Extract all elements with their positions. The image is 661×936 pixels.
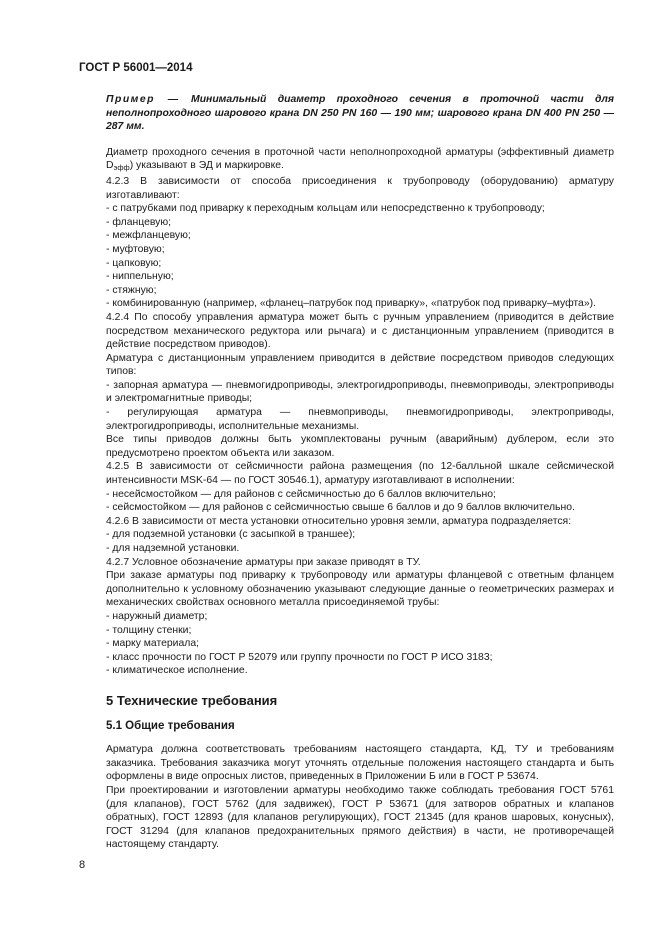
paragraph-4-2-4-c: Все типы приводов должны быть укомплектованы ручным (аварийным) дублером, если это предусмотрено проектом объекта или заказом.: [106, 434, 614, 459]
list-item: - с патрубками под приварку к переходным кольцам или непосредственно к трубопроводу;: [106, 203, 545, 215]
example-text: Минимальный диаметр проходного сечения в проточной части для неполнопроходного шарового крана DN 250 PN 160 — 190 мм; шарового крана DN 400 PN 250 — 287 мм.: [106, 94, 614, 133]
list-item: - для надземной установки.: [106, 543, 240, 554]
paragraph-5-1-a: Арматура должна соответствовать требованиям настоящего стандарта, КД, ТУ и требованиям заказчика. Требования заказчика могут уточнять отдельные положения настоящего стандарта и быть оформлены в виде опросных листов, приведенных в Приложении Б или в ГОСТ Р 53674.: [106, 744, 614, 783]
list-item: - муфтовую;: [106, 243, 165, 255]
list-item: - для подземной установки (с засыпкой в траншее);: [106, 529, 356, 541]
paragraph-4-2-7-b: При заказе арматуры под приварку к трубопроводу или арматуры фланцевой с ответным фланцем дополнительно к условному обозначению указывают следующие данные о геометрических размерах и механических свойствах основного металла присоединяемой трубы:: [106, 570, 614, 609]
paragraph-4-2-3: 4.2.3 В зависимости от способа присоединения к трубопроводу (оборудованию) арматуру изготавливают:: [106, 175, 614, 201]
list-item: - фланцевую;: [106, 216, 172, 228]
diameter-text-b: ) указывают в ЭД и маркировке.: [129, 160, 284, 172]
diameter-paragraph: [106, 146, 614, 175]
list-item: - наружный диаметр;: [106, 610, 208, 622]
list-item: - межфланцевую;: [106, 230, 191, 242]
document-body: [106, 93, 614, 852]
list-item: - запорная арматура — пневмогидроприводы, электрогидроприводы, пневмоприводы, электроприводы и электромагнитные приводы;: [106, 379, 614, 405]
list-item: - марку материала;: [106, 638, 199, 650]
section-title: 5 Технические требования: [106, 692, 278, 708]
list-item: - несейсмостойком — для районов с сейсмичностью до 6 баллов включительно;: [106, 488, 496, 500]
paragraph-5-1-b: При проектировании и изготовлении арматуры необходимо также соблюдать требования ГОСТ 5761 (для клапанов), ГОСТ 5762 (для задвижек), ГОСТ Р 53671 (для затворов обратных и клапанов обратных), ГОСТ 12893 (для клапанов регулирующих), ГОСТ 21345 (для кранов шаровых, конусных), ГОСТ 31294 (для клапанов предохранительных прямого действия) в части, не противоречащей настоящему стандарту.: [106, 784, 614, 851]
paragraph-4-2-7: 4.2.7 Условное обозначение арматуры при заказе приводят в ТУ.: [106, 556, 421, 568]
list-item: - толщину стенки;: [106, 624, 192, 636]
page-number: 8: [79, 859, 86, 871]
list-item: - регулирующая арматура — пневмоприводы, пневмогидроприводы, электроприводы, электрогидроприводы, исполнительные механизмы.: [106, 407, 614, 432]
list-item: - ниппельную;: [106, 271, 174, 283]
paragraph-4-2-6: 4.2.6 В зависимости от места установки относительно уровня земли, арматура подразделяется:: [106, 515, 572, 527]
subsection-title: 5.1 Общие требования: [106, 719, 235, 732]
list-item: - климатическое исполнение.: [106, 665, 248, 677]
list-item: - комбинированную (например, «фланец–патрубок под приварку», «патрубок под приварку–муфта»).: [106, 298, 596, 310]
example-lead: Пример —: [106, 94, 180, 105]
list-item: - стяжную;: [106, 284, 157, 296]
document-header: ГОСТ Р 56001—2014: [79, 62, 193, 74]
example-note: [106, 93, 614, 134]
paragraph-4-2-5: 4.2.5 В зависимости от сейсмичности района размещения (по 12-балльной шкале сейсмической интенсивности MSK-64 — по ГОСТ 30546.1), арматуру изготавливают в исполнении:: [106, 461, 614, 487]
diameter-subscript: эфф: [113, 163, 130, 173]
paragraph-4-2-4-b: Арматура с дистанционным управлением приводится в действие посредством приводов следующих типов:: [106, 352, 614, 378]
list-item: - цапковую;: [106, 257, 162, 269]
list-4-2-3: [106, 202, 614, 311]
paragraph-4-2-4: 4.2.4 По способу управления арматура может быть с ручным управлением (приводится в действие посредством механического редуктора или рычага) и с дистанционным управлением (приводится в действие посредством приводов).: [106, 311, 614, 351]
diameter-text-a: Диаметр проходного сечения в проточной части неполнопроходной арматуры (эффективный диаметр D: [106, 146, 614, 172]
list-item: - класс прочности по ГОСТ Р 52079 или группу прочности по ГОСТ Р ИСО 3183;: [106, 651, 493, 663]
list-item: - сейсмостойком — для районов с сейсмичностью свыше 6 баллов и до 9 баллов включительно.: [106, 502, 575, 514]
